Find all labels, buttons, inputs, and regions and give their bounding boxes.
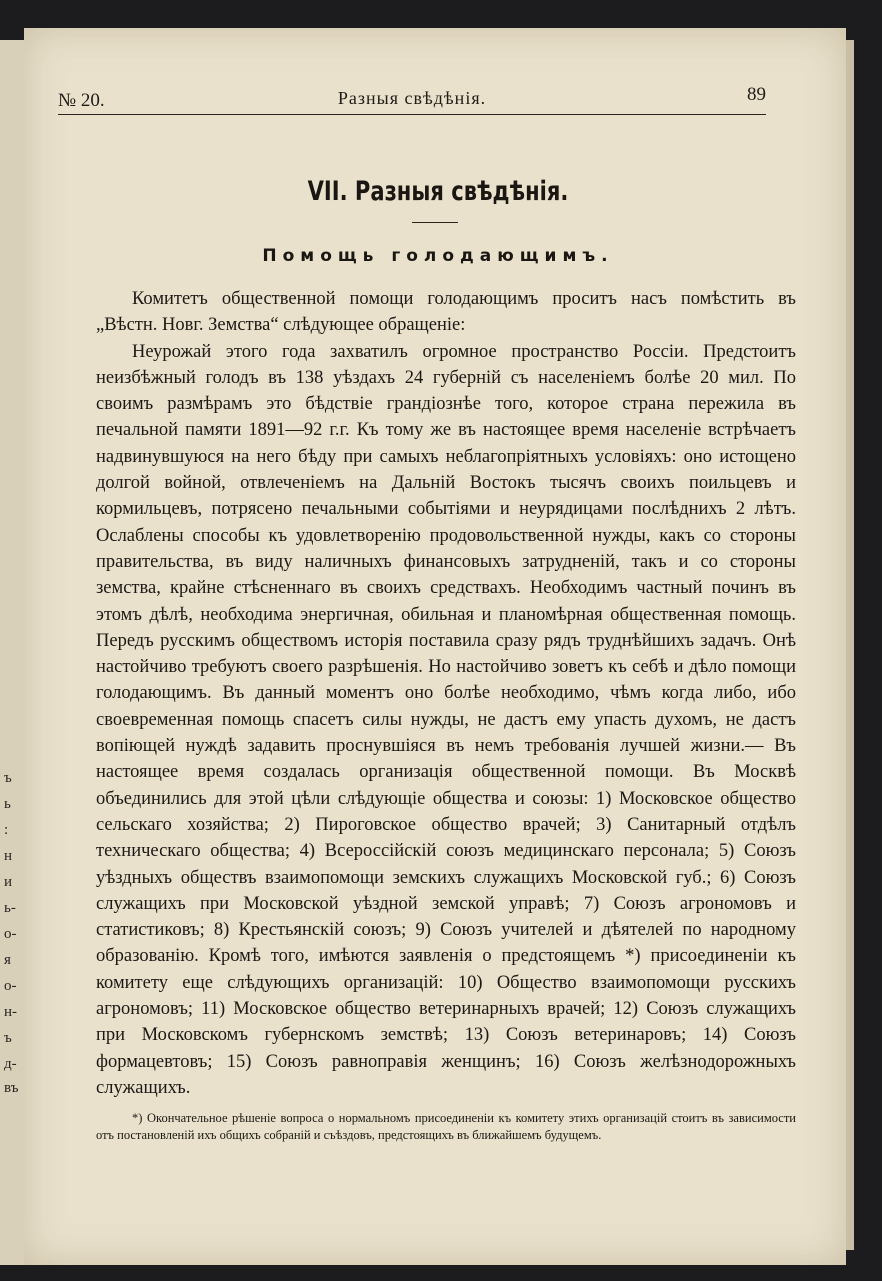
left-fragment: н- <box>4 1004 18 1020</box>
left-fragment: ъ <box>4 770 12 786</box>
left-fragment: д- <box>4 1056 17 1072</box>
next-page-edge <box>846 40 854 1250</box>
subsection-title: Помощь голодающимъ. <box>262 246 614 266</box>
issue-number: № 20. <box>58 90 105 111</box>
left-fragment: о- <box>4 926 17 942</box>
left-fragment: ь- <box>4 900 16 916</box>
left-fragment: ь <box>4 796 11 812</box>
page-number: 89 <box>747 84 766 105</box>
section-title: VII. Разныя свѣдѣнія. <box>307 176 569 207</box>
page <box>24 28 846 1265</box>
paragraph-intro: Комитетъ общественной помощи голодающимъ проситъ насъ помѣстить въ „Вѣстн. Новг. Земства“ слѣдующее обращеніе: <box>96 289 796 336</box>
running-head <box>58 84 766 115</box>
left-fragment: ъ <box>4 1030 12 1046</box>
paragraph-appeal: Неурожай этого года захватилъ огромное пространство Россіи. Предстоитъ неизбѣжный голодъ въ 138 уѣздахъ 24 губерній съ населеніемъ болѣе 20 мил. По своимъ размѣрамъ это бѣдствіе грандіознѣе того, которое страна пережила въ печальной памяти 1891—92 г.г. Къ тому же въ настоящее время населеніе встрѣчаетъ надвинувшуюся на него бѣду при самыхъ неблагопріятныхъ условіяхъ: оно истощено долгой войной, отвлеченіемъ на Дальній Востокъ тысячъ своихъ поильцевъ и кормильцевъ, потрясено печальными событіями и неурядицами послѣднихъ 2 лѣтъ. Ослаблены способы къ удовлетворенію продовольственной нужды, какъ со стороны правительства, въ виду наличныхъ финансовыхъ затрудненій, такъ и со стороны земства, крайне стѣсненнаго въ своихъ средствахъ. Необходимъ частный починъ въ этомъ дѣлѣ, необходима энергичная, обильная и планомѣрная общественная помощь. Передъ русскимъ обществомъ исторія поставила сразу рядъ труднѣйшихъ задачъ. Онѣ настойчиво требуютъ своего разрѣшенія. Но настойчиво зоветъ къ себѣ и дѣло помощи голодающимъ. Въ данный моментъ оно болѣе необходимо, чѣмъ когда либо, ибо своевременная помощь спасетъ силы нужды, не дастъ ему упасть духомъ, не дастъ вопіющей нуждѣ задавить проснувшіяся въ немъ требованія лучшей жизни.— Въ настоящее время создалась организація общественной помощи. Въ Москвѣ объединились для этой цѣли слѣдующіе общества и союзы: 1) Московское общество сельскаго хозяйства; 2) Пироговское общество врачей; 3) Санитарный отдѣлъ техническаго общества; 4) Всероссійскій союзъ медицинскаго персонала; 5) Союзъ уѣздныхъ обществъ взаимопомощи земскихъ служащихъ Московской губ.; 6) Союзъ служащихъ при Московской уѣздной земской управѣ; 7) Союзъ агрономовъ и статистиковъ; 8) Крестьянскій союзъ; 9) Союзъ учителей и дѣятелей по народному образованію. Кромѣ того, имѣются заявленія о предстоящемъ *) присоединеніи къ комитету еще слѣдующихъ организацій: 10) Общество взаимопомощи русскихъ агрономовъ; 11) Московское общество ветеринарныхъ врачей; 12) Союзъ служащихъ при Московскомъ губернскомъ земствѣ; 13) Союзъ ветеринаровъ; 14) Союзъ формацевтовъ; 15) Союзъ равноправія женщинъ; 16) Союзъ желѣзнодорожныхъ служащихъ. <box>96 341 796 1098</box>
title-divider <box>412 222 458 223</box>
running-title: Разныя свѣдѣнія. <box>337 88 487 108</box>
left-page-edge <box>0 40 26 1265</box>
left-fragment: н <box>4 848 13 864</box>
left-fragment: о- <box>4 978 17 994</box>
footnote: *) Окончательное рѣшеніе вопроса о нормальномъ присоединеніи къ комитету этихъ организацій стоитъ въ зависимости отъ постановленій ихъ общихъ собраній и съѣздовъ, предстоящихъ въ ближайшемъ будущемъ. <box>96 1111 796 1142</box>
article-body <box>96 286 796 1101</box>
left-fragment: : <box>4 822 9 838</box>
left-fragment: и <box>4 874 13 890</box>
left-fragment: я <box>4 952 11 968</box>
left-page-fragments <box>2 40 22 1265</box>
left-fragment: въ <box>4 1080 19 1096</box>
